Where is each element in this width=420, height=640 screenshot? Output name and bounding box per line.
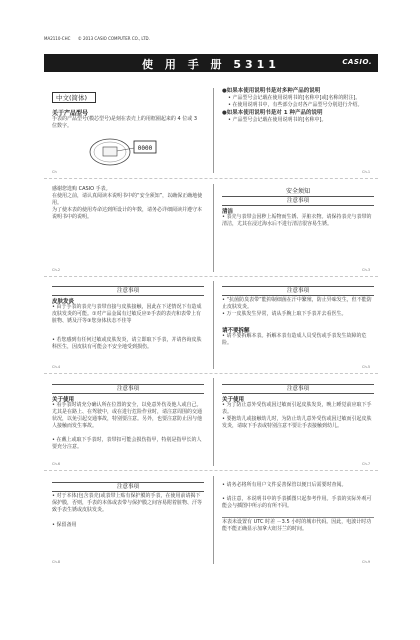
illustration-note-item: • 请注意，本说明书中的手表插图只起参考作用。手表的实际外观可能会与插图中所示的有所不同。	[222, 496, 372, 509]
usage-item-1: • 看手表时请充分确认所在位置的安全，以免意外伤及他人或自己。尤其是在路上、在驾驶中，或在进行危险作业时，请注意周围的交通状况，以免引起交通事故，特别要注意。另外，也要注意防止因与他人接触而发生事故。	[52, 402, 203, 429]
keep-item: • 保留备用	[52, 522, 77, 528]
multi-product-item-2: • 在使用说明书中，有些部分会对各产品型号分别进行介绍。	[228, 102, 363, 108]
model-text: 手表的产品型号(模芯型号)是刻在表壳上的用框圈起来的 4 位或 3 位数字。	[52, 116, 198, 129]
utc-note: 本表未设置有 UTC 时差 －3.5 小时的城市代码。因此，电波计时功能不能正确显示加拿大纽芬兰的时间。	[222, 519, 372, 532]
infant-item-text: 要抱幼儿或接触幼儿时，为防止幼儿意外受伤或因过敏而引起皮肤发炎，请取下手表或特别注意不要让手表接触到幼儿。	[222, 416, 372, 429]
page-divider	[44, 276, 378, 277]
skin-item-1-text: 由于手表的表壳与表带直接与皮肤接触，因此在下述情况下有造成皮肤发炎的可能。①对产品金属有过敏反应②手表的表壳和表带上有脏物、锈及汗等③您身体状态不佳等	[52, 304, 202, 324]
caution-header: 注意事项	[52, 482, 204, 492]
usage-heading: 关于使用	[52, 397, 75, 403]
document-code: MA2110-CHC	[44, 36, 71, 41]
page-title: 使 用 手 册 5311	[142, 58, 280, 71]
single-product-item-1: • 产品型号会记载在使用说明书的[名称中]。	[228, 117, 327, 123]
skin-abnormal-item-text: 万一皮肤发生异常，请从手腕上取下手表并去看医生。	[226, 311, 347, 317]
no-disassembly-item-text: 请不要拆解本表。拆解本表有造成人员受伤或手表发生故障的危险。	[222, 333, 367, 346]
page-code: Ch-2	[52, 268, 61, 272]
skin-item-2-text: 若您感到有任何过敏或皮肤发炎，请立即取下手表，并请咨询皮肤科医生，因皮肤有可能会不安全地受到损伤。	[52, 337, 202, 350]
caution-header: 注意事项	[52, 286, 204, 296]
intro-text: 感谢您选购 CASIO 手表。 在使用之前，请认真阅读本说明书中的“安全须知”，以确保正确地使用。 为了使本表的使用寿命达到所设计的年数，请务必详细阅读并遵守本说明书中的说明。	[52, 186, 203, 220]
page-divider	[44, 178, 378, 179]
page-divider	[44, 373, 378, 374]
caution-header: 注意事项	[222, 286, 374, 296]
skin-irritation-heading: 皮肤发炎	[52, 299, 75, 305]
usage-item-1-text: 看手表时请充分确认所在位置的安全，以免意外伤及他人或自己。尤其是在路上、在驾驶中，或在进行危险作业时，请注意周围的交通状况，以免引起交通事故，特别要注意。另外，也要注意防止因与他人接触而发生事故。	[52, 402, 203, 429]
multi-product-item-2-text: 在使用说明书中，有些部分会对各产品型号分别进行介绍。	[232, 102, 363, 108]
documents-item: • 请务必将所有用户文件妥善保管以便日后需要时查阅。	[222, 482, 347, 488]
safety-section-title: 安全须知	[285, 188, 310, 195]
documents-item-text: 请务必将所有用户文件妥善保管以便日后需要时查阅。	[226, 482, 347, 488]
watch-back-illustration	[88, 132, 158, 172]
infant-item: • 要抱幼儿或接触幼儿时，为防止幼儿意外受伤或因过敏而引起皮肤发炎，请取下手表或特别注意不要让手表接触到幼儿。	[222, 416, 372, 429]
model-number-callout: 0000	[137, 145, 153, 152]
protective-film-item-text: 对于本体(包含表壳)或表带上贴有保护膜的手表，在使用前请揭下保护膜，否则，手表的本体或表带与保护膜之间容易附着脏物、汗等致手表生锈或皮肤发炎。	[52, 493, 203, 513]
caution-header: 注意事项	[52, 384, 204, 394]
column-separator	[213, 184, 214, 272]
column-separator	[213, 281, 214, 369]
multi-product-heading: ●如果本使用说明书是对多种产品的说明	[222, 88, 321, 94]
single-product-item-1-text: 产品型号会记载在使用说明书的[名称中]。	[232, 117, 327, 123]
copyright-text: © 2013 CASIO COMPUTER CO., LTD.	[77, 36, 150, 41]
skin-item-2: • 若您感到有任何过敏或皮肤发炎，请立即取下手表，并请咨询皮肤科医生，因皮肤有可能会不安全地受到损伤。	[52, 337, 202, 350]
keep-item-text: 保留备用	[56, 522, 77, 528]
antibacterial-item: • “抗菌防臭表带”能抑制细菌在汗中繁殖，防止异味发生，但不能防止皮肤发炎。	[222, 297, 372, 310]
usage-heading: 关于使用	[222, 397, 245, 403]
usage-item-2: • 在戴上或取下手表时，表带扣可能会损伤指甲，特别是指甲长的人要充分注意。	[52, 437, 202, 450]
casio-logo: CASIO.	[342, 58, 372, 66]
model-heading: 关于产品型号	[52, 110, 89, 117]
cleaning-item-text: 表壳与表带会因秽上垢物而生锈、弄脏衣物。请保持表壳与表带的清洁，尤其在浸过海水后不进行清洁很容易生锈。	[222, 214, 372, 227]
page-divider	[44, 470, 378, 471]
cleaning-heading: 清洁	[222, 209, 234, 215]
no-disassembly-item: • 请不要拆解本表。拆解本表有造成人员受伤或手表发生故障的危险。	[222, 333, 367, 346]
page-code: Ch-8	[52, 560, 61, 564]
language-label: 中文(简体)	[52, 92, 96, 103]
protective-film-item: • 对于本体(包含表壳)或表带上贴有保护膜的手表，在使用前请揭下保护膜，否则，手表的本体或表带与保护膜之间容易附着脏物、汗等致手表生锈或皮肤发炎。	[52, 493, 203, 513]
no-disassembly-heading: 请不要拆解	[222, 328, 250, 334]
skin-abnormal-item: • 万一皮肤发生异常，请从手腕上取下手表并去看医生。	[222, 311, 347, 317]
sleep-item: • 为了防止意外受伤或因过敏而引起皮肤发炎，晚上睡觉前应取下手表。	[222, 402, 372, 415]
page-code: Ch-7	[362, 462, 371, 466]
cleaning-item: • 表壳与表带会因秽上垢物而生锈、弄脏衣物。请保持表壳与表带的清洁，尤其在浸过海水后不进行清洁很容易生锈。	[222, 214, 372, 227]
page-code: Ch-6	[52, 462, 61, 466]
page-code: Ch-5	[362, 365, 371, 369]
page-code: Ch	[52, 170, 57, 174]
page-code: Ch-1	[362, 170, 371, 174]
caution-header: 注意事项	[222, 196, 374, 206]
skin-item-1: • 由于手表的表壳与表带直接与皮肤接触，因此在下述情况下有造成皮肤发炎的可能。①对产品金属有过敏反应②手表的表壳和表带上有脏物、锈及汗等③您身体状态不佳等	[52, 304, 202, 324]
page-code: Ch-9	[362, 560, 371, 564]
multi-product-item-1: • 产品型号会记载在使用说明书的[名称中]或[名称的附注]。	[228, 95, 361, 101]
title-bar	[44, 54, 378, 72]
usage-item-2-text: 在戴上或取下手表时，表带扣可能会损伤指甲，特别是指甲长的人要充分注意。	[52, 437, 202, 450]
multi-product-item-1-text: 产品型号会记载在使用说明书的[名称中]或[名称的附注]。	[232, 95, 361, 101]
document-meta	[44, 36, 156, 41]
page-code: Ch-4	[52, 365, 61, 369]
page-code: Ch-3	[362, 268, 371, 272]
column-separator	[213, 378, 214, 466]
caution-header: 注意事项	[222, 384, 374, 394]
sleep-item-text: 为了防止意外受伤或因过敏而引起皮肤发炎，晚上睡觉前应取下手表。	[222, 402, 372, 415]
column-separator	[213, 476, 214, 564]
antibacterial-item-text: “抗菌防臭表带”能抑制细菌在汗中繁殖，防止异味发生，但不能防止皮肤发炎。	[222, 297, 372, 310]
illustration-note-item-text: 请注意，本说明书中的手表插图只起参考作用。手表的实际外观可能会与插图中所示的有所不同。	[222, 496, 372, 509]
column-separator	[213, 88, 214, 173]
single-product-heading: ●如果本使用说明书是对 1 种产品的说明	[222, 110, 323, 116]
note-divider	[222, 517, 374, 518]
